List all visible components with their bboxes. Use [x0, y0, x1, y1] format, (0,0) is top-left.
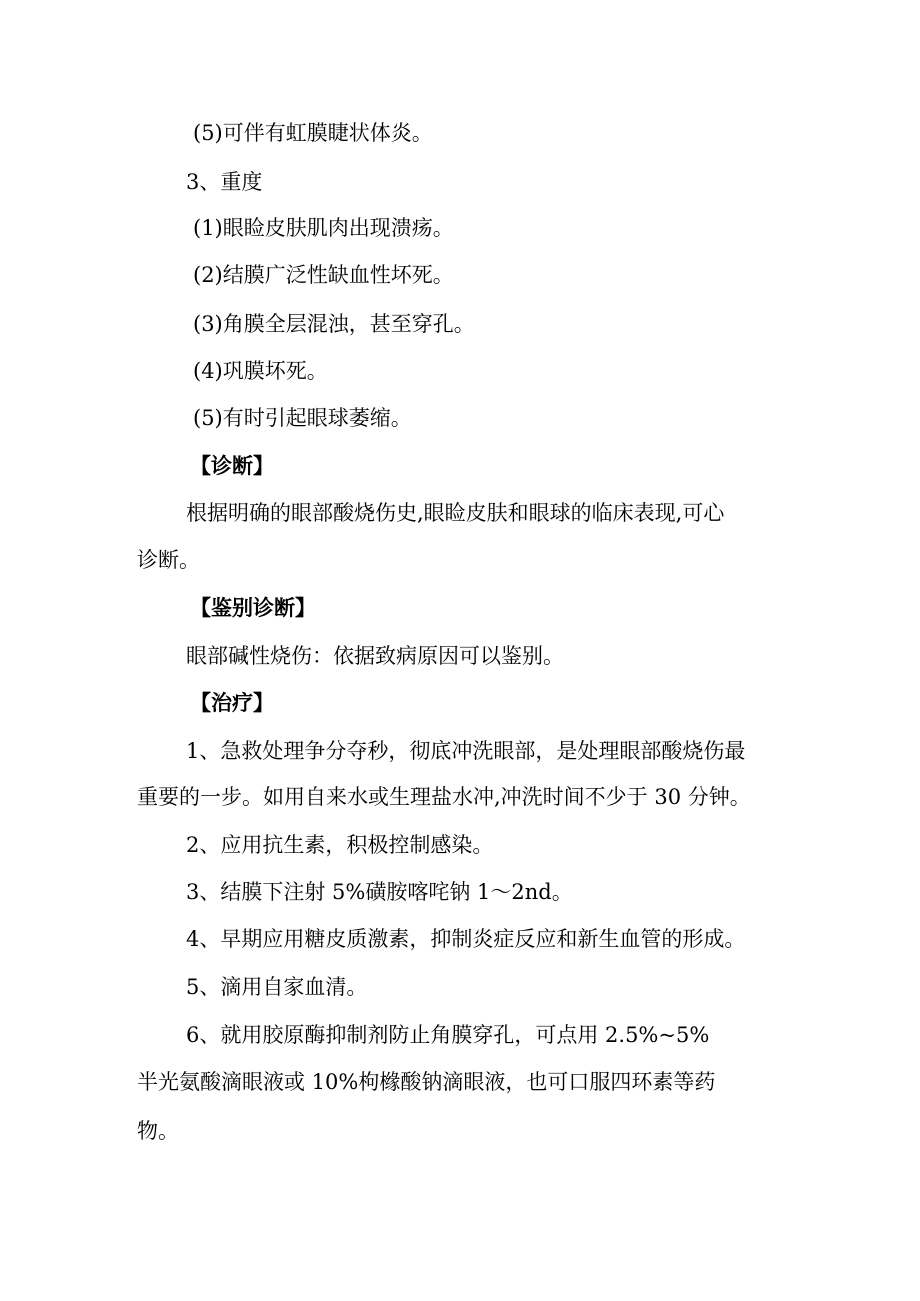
- severe-item-5: (5)有时引起眼球萎缩。: [193, 406, 412, 430]
- differential-text: 眼部碱性烧伤：依据致病原因可以鉴别。: [186, 644, 564, 668]
- severe-item-2: (2)结膜广泛性缺血性坏死。: [193, 263, 454, 287]
- treatment-item-6-line-1: 6、就用胶原酶抑制剂防止角膜穿孔，可点用 2.5%~5%: [186, 1023, 710, 1047]
- diagnosis-text-line-1: 根据明确的眼部酸烧伤史,眼睑皮肤和眼球的临床表现,可心: [186, 501, 725, 525]
- treatment-item-1-line-2: 重要的一步。如用自来水或生理盐水冲,冲洗时间不少于 30 分钟。: [137, 785, 751, 809]
- treatment-heading: 【治疗】: [190, 691, 274, 715]
- diagnosis-text-line-2: 诊断。: [137, 548, 200, 572]
- severe-item-1: (1)眼睑皮肤肌肉出现溃疡。: [193, 216, 454, 240]
- severe-item-4: (4)巩膜坏死。: [193, 359, 328, 383]
- treatment-item-3: 3、结膜下注射 5%磺胺喀咤钠 1～2nd。: [186, 880, 573, 904]
- treatment-item-2: 2、应用抗生素，积极控制感染。: [186, 833, 494, 857]
- differential-heading: 【鉴别诊断】: [190, 596, 316, 620]
- treatment-item-6-line-2: 半光氨酸滴眼液或 10%枸橼酸钠滴眼液，也可口服四环素等药: [137, 1070, 716, 1094]
- diagnosis-heading: 【诊断】: [190, 454, 274, 478]
- treatment-item-6-line-3: 物。: [137, 1119, 179, 1143]
- treatment-item-1-line-1: 1、急救处理争分夺秒，彻底冲洗眼部，是处理眼部酸烧伤最: [186, 739, 746, 763]
- treatment-item-5: 5、滴用自家血清。: [186, 975, 368, 999]
- moderate-item-5: (5)可伴有虹膜睫状体炎。: [193, 121, 433, 145]
- treatment-item-4: 4、早期应用糖皮质激素，抑制炎症反应和新生血管的形成。: [186, 927, 746, 951]
- severe-heading: 3、重度: [186, 170, 263, 194]
- severe-item-3: (3)角膜全层混浊，甚至穿孔。: [193, 312, 475, 336]
